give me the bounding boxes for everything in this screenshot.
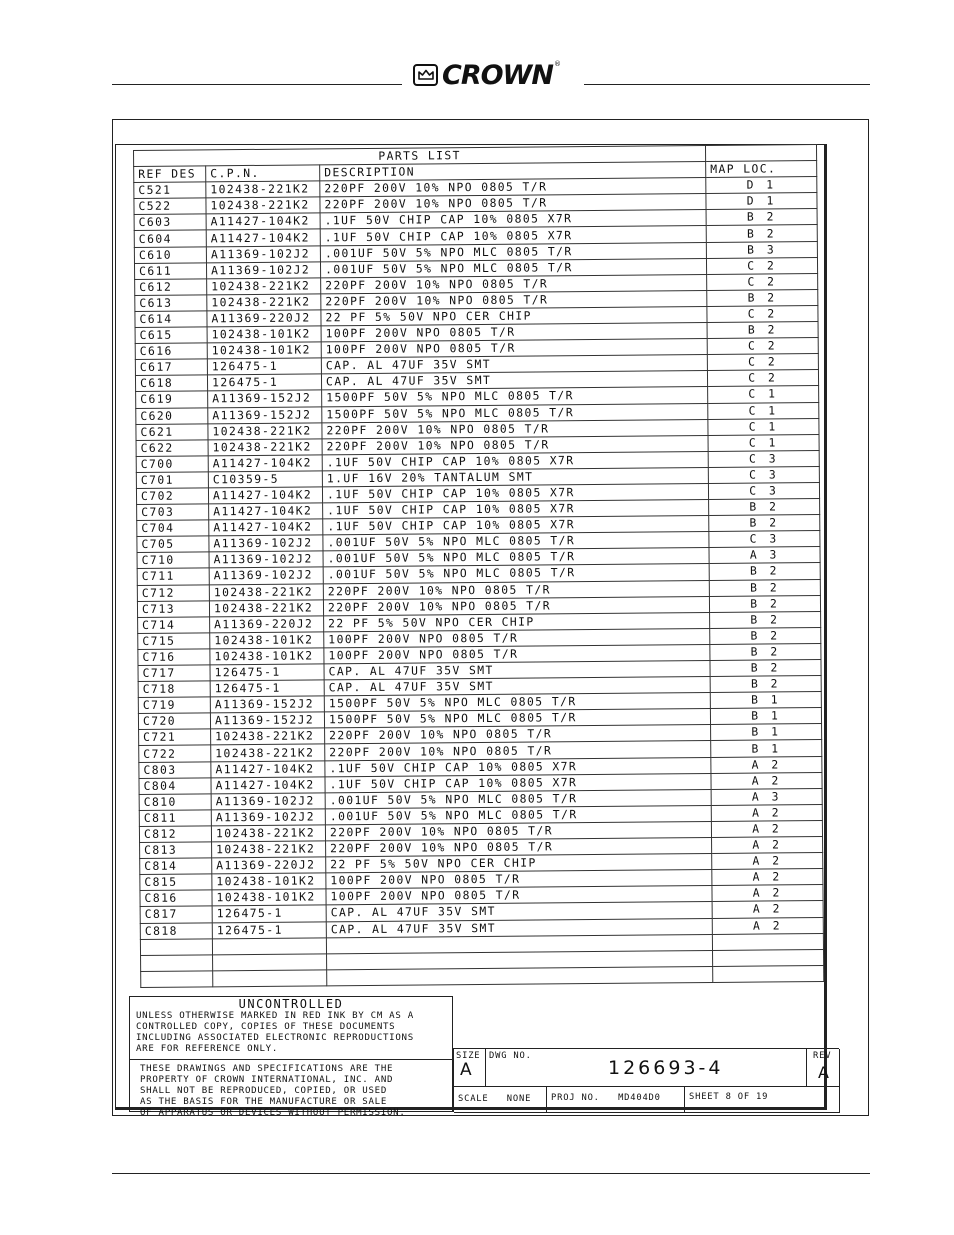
proj-no-cell: [547, 1087, 685, 1113]
sheet-number: SHEET 8 OF 19: [689, 1092, 769, 1102]
cpn-cell: 126475-1: [212, 921, 326, 938]
ref-des-cell: C610: [134, 246, 206, 263]
description-cell: .1UF 50V CHIP CAP 10% 0805 X7R: [320, 210, 706, 229]
description-cell: CAP. AL 47UF 35V SMT: [326, 902, 712, 921]
description-cell: 220PF 200V 10% NPO 0805 T/R: [322, 435, 708, 454]
description-cell: 100PF 200V NPO 0805 T/R: [321, 323, 707, 342]
cpn-cell: A11427-104K2: [206, 229, 320, 246]
map-loc-cell: B 2: [707, 322, 818, 339]
description-cell: 100PF 200V NPO 0805 T/R: [324, 644, 710, 663]
notice-line: PROPERTY OF CROWN INTERNATIONAL, INC. AND: [140, 1075, 394, 1085]
map-loc-cell: B 1: [710, 692, 821, 709]
description-cell: .1UF 50V CHIP CAP 10% 0805 X7R: [325, 773, 711, 792]
ref-des-cell: C622: [136, 440, 208, 457]
map-loc-cell: B 2: [709, 579, 820, 596]
notes-block: [129, 996, 453, 1118]
cpn-cell: A11369-102J2: [211, 809, 325, 826]
cpn-cell: 102438-101K2: [212, 873, 326, 890]
cpn-cell: 102438-221K2: [207, 294, 321, 311]
cpn-cell: A11369-152J2: [210, 696, 324, 713]
ref-des-cell: C701: [136, 472, 208, 489]
ref-des-cell: C616: [135, 343, 207, 360]
ref-des-cell: C620: [136, 407, 208, 424]
footer-rule: [112, 1173, 870, 1174]
map-loc-cell: B 2: [710, 676, 821, 693]
ref-des-cell: C710: [137, 552, 209, 569]
blank-cell: [140, 938, 212, 955]
map-loc-cell: A 2: [711, 804, 822, 821]
description-cell: .1UF 50V CHIP CAP 10% 0805 X7R: [322, 451, 708, 470]
blank-cell: [713, 949, 824, 966]
map-loc-cell: C 2: [707, 370, 818, 387]
rev-cell: [807, 1049, 840, 1087]
ref-des-cell: C817: [140, 906, 212, 923]
description-cell: 220PF 200V 10% NPO 0805 T/R: [320, 178, 706, 197]
cpn-cell: A11369-152J2: [208, 406, 322, 423]
cpn-cell: 102438-221K2: [209, 599, 323, 616]
map-loc-cell: A 3: [709, 547, 820, 564]
cpn-cell: A11427-104K2: [208, 455, 322, 472]
description-cell: .1UF 50V CHIP CAP 10% 0805 X7R: [322, 483, 708, 502]
description-cell: .001UF 50V 5% NPO MLC 0805 T/R: [323, 532, 709, 551]
cpn-cell: 126475-1: [207, 358, 321, 375]
cpn-cell: 126475-1: [212, 905, 326, 922]
map-loc-cell: C 1: [708, 434, 819, 451]
map-loc-cell: C 2: [707, 354, 818, 371]
blank-cell: [712, 933, 823, 950]
dwg-no-cell: [486, 1049, 807, 1087]
ref-des-cell: C717: [138, 665, 210, 682]
size-value: A: [460, 1060, 473, 1080]
map-loc-cell: A 2: [712, 869, 823, 886]
ref-des-cell: C714: [138, 617, 210, 634]
map-loc-cell: B 2: [706, 209, 817, 226]
map-loc-cell: B 2: [710, 660, 821, 677]
ref-des-cell: C603: [134, 214, 206, 231]
notice-line: THESE DRAWINGS AND SPECIFICATIONS ARE THE: [140, 1064, 394, 1074]
map-loc-cell: C 3: [708, 450, 819, 467]
cpn-cell: 126475-1: [210, 680, 324, 697]
proj-no-value: MD404D0: [618, 1093, 661, 1103]
description-cell: CAP. AL 47UF 35V SMT: [324, 660, 710, 679]
description-cell: 220PF 200V 10% NPO 0805 T/R: [325, 741, 711, 760]
map-loc-cell: C 1: [708, 402, 819, 419]
ref-des-cell: C713: [137, 600, 209, 617]
cpn-cell: 102438-101K2: [212, 889, 326, 906]
cpn-cell: A11369-102J2: [209, 535, 323, 552]
cpn-cell: C10359-5: [208, 471, 322, 488]
description-cell: 22 PF 5% 50V NPO CER CHIP: [321, 306, 707, 325]
cpn-cell: A11369-102J2: [206, 245, 320, 262]
description-cell: 1500PF 50V 5% NPO MLC 0805 T/R: [322, 387, 708, 406]
ref-des-cell: C712: [137, 584, 209, 601]
map-loc-cell: B 2: [709, 515, 820, 532]
description-cell: 1500PF 50V 5% NPO MLC 0805 T/R: [322, 403, 708, 422]
ref-des-cell: C803: [139, 761, 211, 778]
cpn-cell: 102438-221K2: [206, 181, 320, 198]
ref-des-cell: C818: [140, 922, 212, 939]
parts-list-title: PARTS LIST: [134, 146, 706, 167]
ref-des-cell: C814: [140, 858, 212, 875]
cpn-cell: A11369-102J2: [206, 262, 320, 279]
ref-des-cell: C615: [135, 327, 207, 344]
dwg-no-value: 126693-4: [608, 1057, 724, 1079]
cpn-cell: A11427-104K2: [209, 503, 323, 520]
notice-line: SHALL NOT BE REPRODUCED, COPIED, OR USED: [140, 1086, 387, 1096]
cpn-cell: A11427-104K2: [211, 760, 325, 777]
cpn-cell: A11369-152J2: [208, 390, 322, 407]
blank-cell: [213, 970, 327, 987]
ref-des-cell: C719: [138, 697, 210, 714]
blank-cell: [141, 971, 213, 988]
description-cell: .1UF 50V CHIP CAP 10% 0805 X7R: [320, 226, 706, 245]
blank-cell: [327, 966, 713, 985]
ref-des-cell: C722: [139, 745, 211, 762]
blank-cell: [706, 145, 817, 162]
description-cell: 220PF 200V 10% NPO 0805 T/R: [326, 838, 712, 857]
map-loc-cell: C 2: [706, 257, 817, 274]
size-cell: [454, 1049, 486, 1087]
ref-des-cell: C815: [140, 874, 212, 891]
ref-des-cell: C810: [139, 794, 211, 811]
cpn-cell: A11369-102J2: [209, 551, 323, 568]
notice-line: ARE FOR REFERENCE ONLY.: [136, 1044, 279, 1054]
notice-line: INCLUDING ASSOCIATED ELECTRONIC REPRODUCTIONS: [136, 1033, 414, 1043]
sheet-cell: [685, 1087, 840, 1113]
description-cell: 220PF 200V 10% NPO 0805 T/R: [321, 290, 707, 309]
description-cell: 1500PF 50V 5% NPO MLC 0805 T/R: [324, 709, 710, 728]
map-loc-cell: A 2: [712, 885, 823, 902]
description-cell: 100PF 200V NPO 0805 T/R: [326, 870, 712, 889]
ref-des-cell: C716: [138, 649, 210, 666]
header-rule-left: [112, 84, 402, 85]
map-loc-cell: B 2: [710, 627, 821, 644]
column-header-ref-des: REF DES: [134, 166, 206, 183]
description-cell: 220PF 200V 10% NPO 0805 T/R: [320, 194, 706, 213]
ref-des-cell: C702: [136, 488, 208, 505]
cpn-cell: 102438-221K2: [211, 728, 325, 745]
description-cell: CAP. AL 47UF 35V SMT: [326, 918, 712, 937]
registered-mark: ®: [553, 60, 561, 68]
title-block: [453, 1048, 839, 1112]
description-cell: 220PF 200V 10% NPO 0805 T/R: [325, 725, 711, 744]
map-loc-cell: C 1: [708, 386, 819, 403]
uncontrolled-notice: [130, 1010, 452, 1059]
cpn-cell: A11369-152J2: [210, 712, 324, 729]
description-cell: .001UF 50V 5% NPO MLC 0805 T/R: [323, 548, 709, 567]
description-cell: 1500PF 50V 5% NPO MLC 0805 T/R: [324, 693, 710, 712]
description-cell: 1.UF 16V 20% TANTALUM SMT: [322, 467, 708, 486]
property-notice: [130, 1059, 452, 1119]
rev-label: REV: [813, 1051, 832, 1061]
ref-des-cell: C715: [138, 633, 210, 650]
description-cell: .001UF 50V 5% NPO MLC 0805 T/R: [320, 242, 706, 261]
map-loc-cell: D 1: [706, 177, 817, 194]
map-loc-cell: C 2: [707, 338, 818, 355]
ref-des-cell: C816: [140, 890, 212, 907]
ref-des-cell: C621: [136, 423, 208, 440]
description-cell: 220PF 200V 10% NPO 0805 T/R: [322, 419, 708, 438]
notice-line: UNLESS OTHERWISE MARKED IN RED INK BY CM AS A: [136, 1011, 414, 1021]
scale-value: NONE: [506, 1094, 532, 1104]
blank-cell: [213, 954, 327, 971]
cpn-cell: 126475-1: [210, 664, 324, 681]
cpn-cell: A11427-104K2: [208, 487, 322, 504]
cpn-cell: 102438-101K2: [210, 632, 324, 649]
cpn-cell: A11427-104K2: [206, 213, 320, 230]
ref-des-cell: C813: [140, 842, 212, 859]
blank-cell: [212, 937, 326, 954]
map-loc-cell: B 2: [709, 595, 820, 612]
cpn-cell: A11369-102J2: [211, 793, 325, 810]
scale-label: SCALE: [458, 1094, 489, 1104]
description-cell: CAP. AL 47UF 35V SMT: [324, 677, 710, 696]
map-loc-cell: C 3: [708, 466, 819, 483]
map-loc-cell: C 2: [707, 305, 818, 322]
map-loc-cell: B 3: [706, 241, 817, 258]
description-cell: CAP. AL 47UF 35V SMT: [321, 355, 707, 374]
ref-des-cell: C804: [139, 777, 211, 794]
blank-cell: [141, 955, 213, 972]
ref-des-cell: C618: [135, 375, 207, 392]
map-loc-cell: A 2: [711, 756, 822, 773]
cpn-cell: 102438-221K2: [207, 278, 321, 295]
map-loc-cell: D 1: [706, 193, 817, 210]
parts-list-table: [133, 144, 823, 988]
ref-des-cell: C619: [136, 391, 208, 408]
map-loc-cell: A 2: [712, 901, 823, 918]
brand-name: CROWN: [442, 59, 553, 91]
description-cell: .1UF 50V CHIP CAP 10% 0805 X7R: [323, 516, 709, 535]
cpn-cell: 126475-1: [207, 374, 321, 391]
map-loc-cell: A 2: [712, 837, 823, 854]
description-cell: 220PF 200V 10% NPO 0805 T/R: [323, 580, 709, 599]
proj-no-label: PROJ NO.: [551, 1093, 600, 1103]
description-cell: 22 PF 5% 50V NPO CER CHIP: [324, 612, 710, 631]
scale-cell: [454, 1087, 547, 1113]
description-cell: CAP. AL 47UF 35V SMT: [321, 371, 707, 390]
cpn-cell: 102438-101K2: [207, 326, 321, 343]
dwg-no-label: DWG NO.: [489, 1051, 532, 1061]
map-loc-cell: A 2: [711, 772, 822, 789]
description-cell: .001UF 50V 5% NPO MLC 0805 T/R: [323, 564, 709, 583]
cpn-cell: A11369-102J2: [209, 567, 323, 584]
map-loc-cell: B 1: [711, 740, 822, 757]
ref-des-cell: C611: [134, 263, 206, 280]
map-loc-cell: B 1: [711, 724, 822, 741]
cpn-cell: 102438-221K2: [208, 422, 322, 439]
map-loc-cell: C 2: [707, 273, 818, 290]
ref-des-cell: C703: [137, 504, 209, 521]
map-loc-cell: B 2: [709, 563, 820, 580]
map-loc-cell: C 1: [708, 418, 819, 435]
cpn-cell: 102438-101K2: [210, 648, 324, 665]
ref-des-cell: C721: [139, 729, 211, 746]
map-loc-cell: B 2: [709, 499, 820, 516]
description-cell: .1UF 50V CHIP CAP 10% 0805 X7R: [325, 757, 711, 776]
header-rule-right: [584, 84, 870, 85]
notice-line: CONTROLLED COPY, COPIES OF THESE DOCUMENTS: [136, 1022, 396, 1032]
crown-logo: [413, 60, 585, 90]
ref-des-cell: C614: [135, 311, 207, 328]
description-cell: 100PF 200V NPO 0805 T/R: [326, 886, 712, 905]
ref-des-cell: C720: [138, 713, 210, 730]
map-loc-cell: A 2: [712, 917, 823, 934]
ref-des-cell: C705: [137, 536, 209, 553]
ref-des-cell: C811: [139, 810, 211, 827]
description-cell: 100PF 200V NPO 0805 T/R: [321, 339, 707, 358]
notice-line: AS THE BASIS FOR THE MANUFACTURE OR SALE: [140, 1097, 387, 1107]
map-loc-cell: B 2: [707, 289, 818, 306]
cpn-cell: 102438-221K2: [208, 439, 322, 456]
map-loc-cell: B 2: [710, 611, 821, 628]
cpn-cell: A11427-104K2: [209, 519, 323, 536]
ref-des-cell: C617: [135, 359, 207, 376]
map-loc-cell: C 3: [708, 482, 819, 499]
size-label: SIZE: [456, 1051, 481, 1061]
description-cell: .1UF 50V CHIP CAP 10% 0805 X7R: [323, 500, 709, 519]
cpn-cell: 102438-221K2: [212, 841, 326, 858]
ref-des-cell: C613: [135, 295, 207, 312]
ref-des-cell: C812: [139, 826, 211, 843]
map-loc-cell: B 1: [710, 708, 821, 725]
map-loc-cell: C 3: [709, 531, 820, 548]
cpn-cell: A11427-104K2: [211, 777, 325, 794]
uncontrolled-title: UNCONTROLLED: [238, 997, 344, 1011]
cpn-cell: 102438-101K2: [207, 342, 321, 359]
map-loc-cell: B 2: [710, 643, 821, 660]
cpn-cell: 102438-221K2: [211, 744, 325, 761]
description-cell: .001UF 50V 5% NPO MLC 0805 T/R: [325, 789, 711, 808]
cpn-cell: A11369-220J2: [207, 310, 321, 327]
cpn-cell: 102438-221K2: [211, 825, 325, 842]
description-cell: .001UF 50V 5% NPO MLC 0805 T/R: [325, 805, 711, 824]
description-cell: 220PF 200V 10% NPO 0805 T/R: [321, 274, 707, 293]
cpn-cell: A11369-220J2: [212, 857, 326, 874]
ref-des-cell: C612: [135, 279, 207, 296]
map-loc-cell: A 2: [712, 853, 823, 870]
ref-des-cell: C522: [134, 198, 206, 215]
cpn-cell: 102438-221K2: [209, 583, 323, 600]
description-cell: 22 PF 5% 50V NPO CER CHIP: [326, 854, 712, 873]
map-loc-cell: A 2: [711, 820, 822, 837]
rev-value: A: [818, 1063, 830, 1082]
column-header-description: DESCRIPTION: [320, 162, 706, 181]
map-loc-cell: B 2: [706, 225, 817, 242]
ref-des-cell: C711: [137, 568, 209, 585]
description-cell: .001UF 50V 5% NPO MLC 0805 T/R: [320, 258, 706, 277]
blank-cell: [713, 965, 824, 982]
column-header-map-loc: MAP LOC.: [706, 161, 817, 178]
crown-icon: [413, 64, 438, 86]
ref-des-cell: C718: [138, 681, 210, 698]
ref-des-cell: C521: [134, 182, 206, 199]
column-header-cpn: C.P.N.: [206, 165, 320, 182]
description-cell: 220PF 200V 10% NPO 0805 T/R: [325, 821, 711, 840]
description-cell: 220PF 200V 10% NPO 0805 T/R: [323, 596, 709, 615]
ref-des-cell: C704: [137, 520, 209, 537]
cpn-cell: 102438-221K2: [206, 197, 320, 214]
cpn-cell: A11369-220J2: [210, 616, 324, 633]
map-loc-cell: A 3: [711, 788, 822, 805]
ref-des-cell: C604: [134, 230, 206, 247]
ref-des-cell: C700: [136, 456, 208, 473]
description-cell: 100PF 200V NPO 0805 T/R: [324, 628, 710, 647]
notice-line: OF APPARATUS OR DEVICES WITHOUT PERMISSION.: [140, 1108, 406, 1118]
